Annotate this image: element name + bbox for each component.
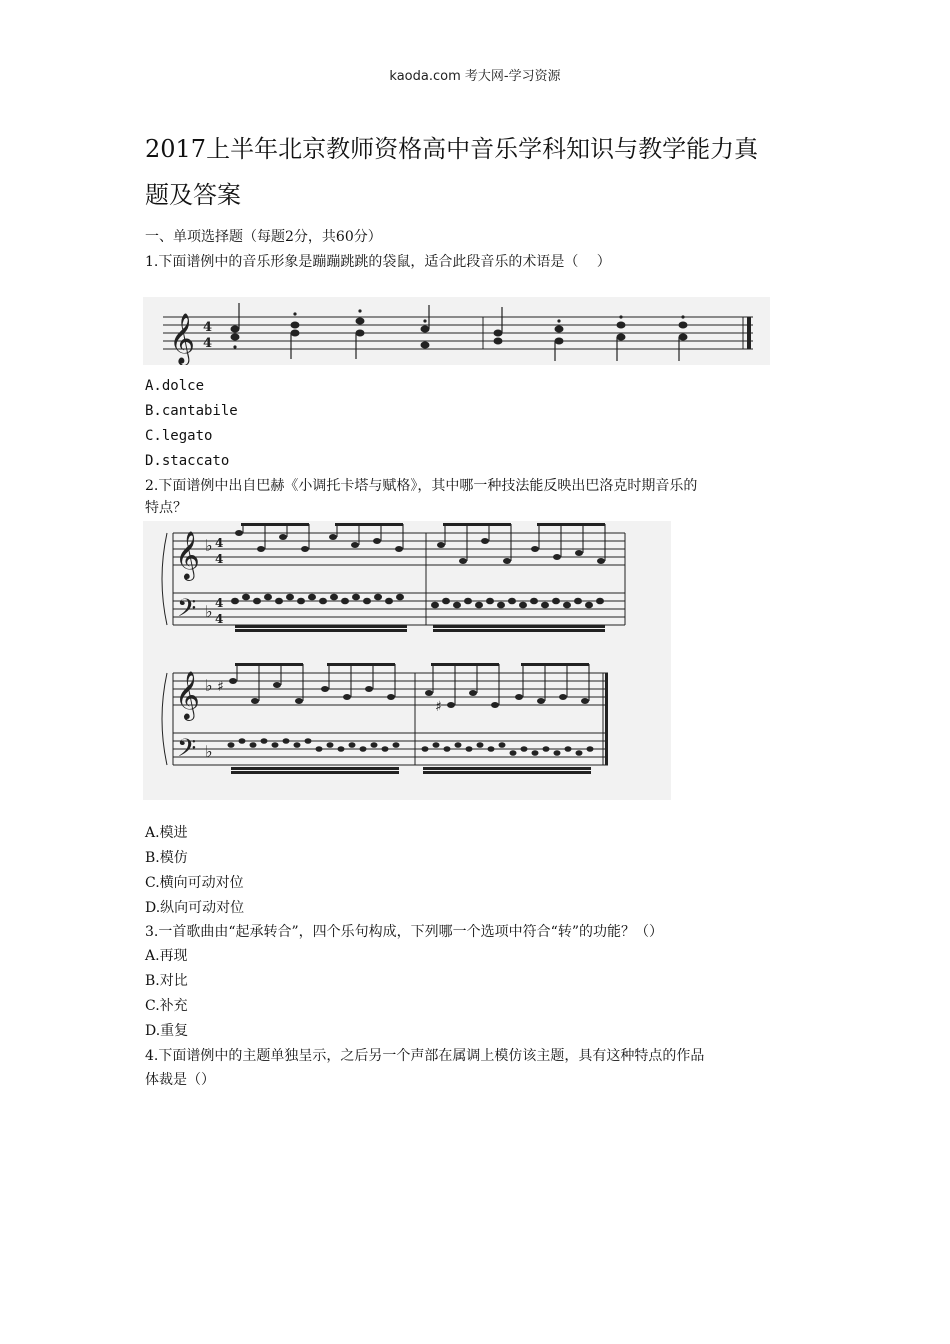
- flat-icon: ♭: [205, 536, 213, 555]
- q1-time-sig-bottom: 4: [203, 336, 213, 351]
- q3-stem: 3.一首歌曲由“起承转合”，四个乐句构成，下列哪一个选项中符合“转”的功能？（）: [145, 924, 663, 940]
- q1-staff: [143, 297, 770, 365]
- sharp-icon: ♯: [435, 699, 442, 715]
- page-header: kaoda.com 考大网-学习资源: [389, 69, 561, 84]
- q2-time-sig-bottom: 4: [215, 612, 224, 626]
- q2-option-b: B.模仿: [145, 850, 188, 866]
- title-line-1: 2017上半年北京教师资格高中音乐学科知识与教学能力真: [145, 135, 759, 163]
- q1-option-b: B.cantabile: [145, 403, 238, 419]
- q1-option-c: C.legato: [145, 428, 213, 444]
- q1-option-d: D.staccato: [145, 453, 230, 469]
- q3-option-c: C.补充: [145, 998, 188, 1014]
- bass-clef-icon: 𝄢: [177, 734, 197, 769]
- q2-score: [143, 521, 671, 800]
- flat-icon: ♭: [205, 676, 213, 695]
- q2-option-c: C.横向可动对位: [145, 875, 244, 891]
- q2-time-sig-bottom: 4: [215, 552, 224, 566]
- q4-stem-line-1: 4.下面谱例中的主题单独呈示，之后另一个声部在属调上模仿该主题，具有这种特点的作品: [145, 1048, 705, 1064]
- treble-clef-icon: 𝄞: [175, 670, 200, 719]
- q3-option-b: B.对比: [145, 973, 188, 989]
- q2-stem-line-2: 特点？: [145, 500, 187, 516]
- flat-icon: ♭: [205, 742, 213, 761]
- section-heading: 一、单项选择题（每题2分，共60分）: [145, 229, 382, 245]
- q1-option-a: A.dolce: [145, 378, 205, 394]
- treble-clef-icon: 𝄞: [175, 530, 200, 579]
- q4-stem-line-2: 体裁是（）: [145, 1072, 215, 1088]
- sharp-icon: ♯: [217, 679, 224, 695]
- q2-time-sig-top: 4: [215, 596, 224, 610]
- document-title: [145, 126, 815, 218]
- treble-clef-icon: 𝄞: [169, 313, 196, 364]
- q2-time-sig-top: 4: [215, 536, 224, 550]
- q1-time-sig-top: 4: [203, 320, 213, 335]
- q1-stem: 1.下面谱例中的音乐形象是蹦蹦跳跳的袋鼠，适合此段音乐的术语是（ ）: [145, 254, 611, 270]
- q2-stem-line-1: 2.下面谱例中出自巴赫《小调托卡塔与赋格》，其中哪一种技法能反映出巴洛克时期音乐的: [145, 478, 698, 494]
- q3-option-d: D.重复: [145, 1023, 189, 1039]
- flat-icon: ♭: [205, 602, 213, 621]
- q2-option-a: A.模进: [145, 825, 188, 841]
- q1-score: [143, 297, 770, 365]
- q2-option-d: D.纵向可动对位: [145, 900, 245, 916]
- bass-clef-icon: 𝄢: [177, 594, 197, 629]
- title-line-2: 题及答案: [145, 181, 241, 209]
- q3-option-a: A.再现: [145, 948, 188, 964]
- q2-staves: [143, 521, 671, 800]
